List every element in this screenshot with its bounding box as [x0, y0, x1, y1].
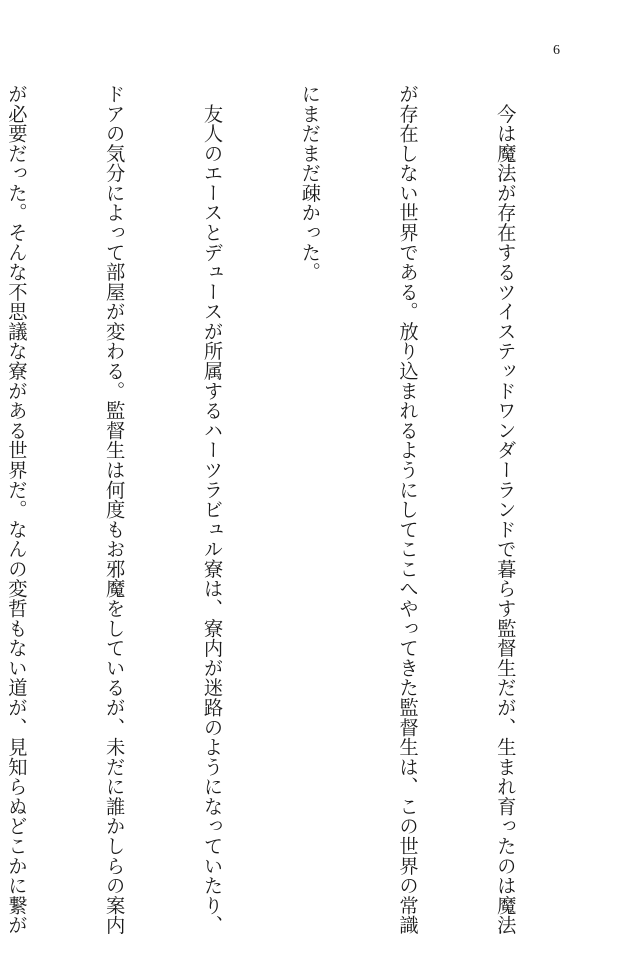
- text-line: にまだまだ疎かった。: [298, 84, 322, 282]
- text-line: 今は魔法が存在するツイステッドワンダーランドで暮らす監督生だが、生まれ育ったのは魔法: [493, 84, 517, 935]
- text-line: ドアの気分によって部屋が変わる。監督生は何度もお邪魔をしているが、未だに誰かしらの案内: [102, 84, 126, 935]
- page-number: 6: [553, 43, 560, 58]
- body-text: [0, 84, 586, 935]
- text-line: が存在しない世界である。放り込まれるようにしてここへやってきた監督生は、この世界の常識: [396, 84, 420, 935]
- text-line: 友人のエースとデュースが所属するハーツラビュル寮は、寮内が迷路のようになっていたり、: [200, 84, 224, 935]
- text-line: が必要だった。そんな不思議な寮がある世界だ。なんの変哲もない道が、見知らぬどこかに繋が: [4, 84, 28, 935]
